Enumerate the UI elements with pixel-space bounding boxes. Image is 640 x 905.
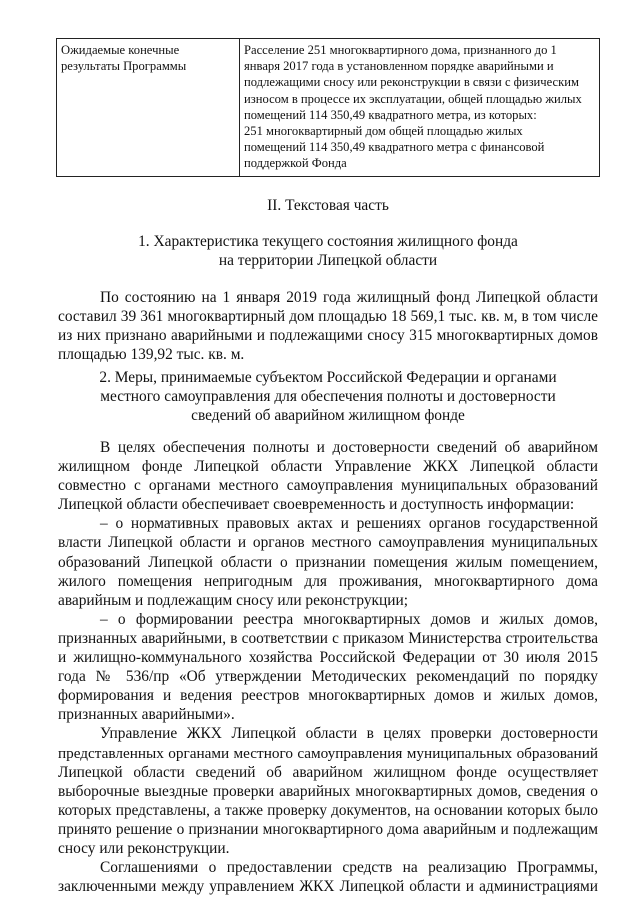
table-value-line: помещений 114 350,49 квадратного метра с финансовой	[244, 140, 545, 155]
heading-measures	[56, 368, 600, 425]
table-row	[57, 39, 600, 177]
paragraph-line: власти Липецкой области и органов местного самоуправления муниципальных	[58, 534, 598, 552]
paragraph-line: Соглашениями о предоставлении средств на реализацию Программы,	[100, 859, 598, 877]
paragraph-line: и жилищно-коммунального хозяйства Российской Федерации от 30 июля 2015	[58, 649, 598, 667]
paragraph-measures	[58, 438, 598, 896]
paragraph-line: Управление ЖКХ Липецкой области в целях проверки достоверности	[100, 725, 598, 743]
paragraph-line: признанных аварийными».	[58, 706, 235, 724]
table-label-line: результаты Программы	[61, 59, 187, 74]
table-value-line: помещений 114 350,49 квадратного метра, из которых:	[244, 107, 537, 122]
paragraph-line: из них признано аварийными и подлежащими сносу 315 многоквартирных домов	[58, 327, 598, 345]
table-value-line: Расселение 251 многоквартирного дома, признанного до 1	[244, 43, 557, 57]
paragraph-line: жилого помещения непригодным для проживания, многоквартирного дома	[58, 572, 598, 590]
paragraph-line: площадью 139,92 тыс. кв. м.	[58, 346, 245, 364]
heading-line: 2. Меры, принимаемые субъектом Российской Федерации и органами	[99, 369, 557, 386]
paragraph-line: сносу или реконструкции.	[58, 839, 230, 857]
paragraph-line: признанных аварийными, в соответствии с приказом Министерства строительства	[58, 629, 598, 647]
table-label-line: Ожидаемые конечные	[61, 43, 180, 57]
section-title	[56, 196, 600, 215]
table-value-line: января 2017 года в установленном порядке аварийными и	[244, 59, 554, 74]
table-value-line: износом в процессе их эксплуатации, общей площадью жилых	[244, 91, 582, 106]
paragraph-line: В целях обеспечения полноты и достоверности сведений об аварийном	[100, 439, 598, 456]
heading-line: 1. Характеристика текущего состояния жилищного фонда	[138, 233, 518, 250]
table-value-line: 251 многоквартирный дом общей площадью жилых	[244, 124, 523, 139]
paragraph-line: По состоянию на 1 января 2019 года жилищный фонд Липецкой области	[100, 289, 598, 306]
table-value-line: поддержкой Фонда	[244, 156, 347, 171]
paragraph-line: образований Липецкой области о признании помещения жилым помещением,	[58, 553, 598, 571]
paragraph-line: совместно с органами местного самоуправления муниципальных образований	[58, 477, 598, 495]
paragraph-line: жилищном фонде Липецкой области Управление ЖКХ Липецкой области	[58, 458, 598, 476]
paragraph-housing-stats	[58, 288, 598, 364]
paragraph-line: Липецкой области обеспечивает своевременность и доступность информации:	[58, 496, 575, 514]
paragraph-line: составил 39 361 многоквартирный дом площадью 18 569,1 тыс. кв. м, в том числе	[58, 308, 598, 326]
paragraph-line: Липецкой области сведений об аварийном жилищном фонде осуществляет	[58, 763, 598, 781]
paragraph-line: выборочные выездные проверки аварийных многоквартирных домов, сведения о	[58, 782, 598, 800]
paragraph-line: года № 536/пр «Об утверждении Методических рекомендаций по порядку	[58, 668, 598, 686]
table-cell-label	[57, 39, 240, 177]
heading-housing-state	[56, 232, 600, 270]
heading-line: на территории Липецкой области	[218, 252, 438, 269]
paragraph-line: – о формировании реестра многоквартирных домов и жилых домов,	[100, 610, 598, 628]
paragraph-line: принято решение о признании многоквартирного дома аварийным и подлежащим	[58, 820, 598, 838]
paragraph-line: которых представлены, а также проверку документов, на основании которых было	[58, 801, 598, 819]
program-results-table	[56, 38, 600, 177]
paragraph-line: – о нормативных правовых актах и решениях органов государственной	[100, 515, 598, 533]
table-cell-value	[240, 39, 600, 177]
paragraph-line: представленных органами местного самоуправления муниципальных образований	[58, 744, 598, 762]
heading-line: сведений об аварийном жилищном фонде	[191, 407, 465, 424]
heading-line: местного самоуправления для обеспечения полноты и достоверности	[100, 388, 556, 405]
table-value-line: подлежащими сносу или реконструкции в связи с физическим	[244, 75, 579, 90]
paragraph-line: заключенными между управлением ЖКХ Липецкой области и администрациями	[58, 878, 598, 896]
paragraph-line: аварийным и подлежащим сносу или реконструкции;	[58, 591, 408, 609]
section-title-text: II. Текстовая часть	[267, 197, 389, 214]
paragraph-line: формирования и ведения реестров многоквартирных домов и жилых домов,	[58, 687, 598, 705]
